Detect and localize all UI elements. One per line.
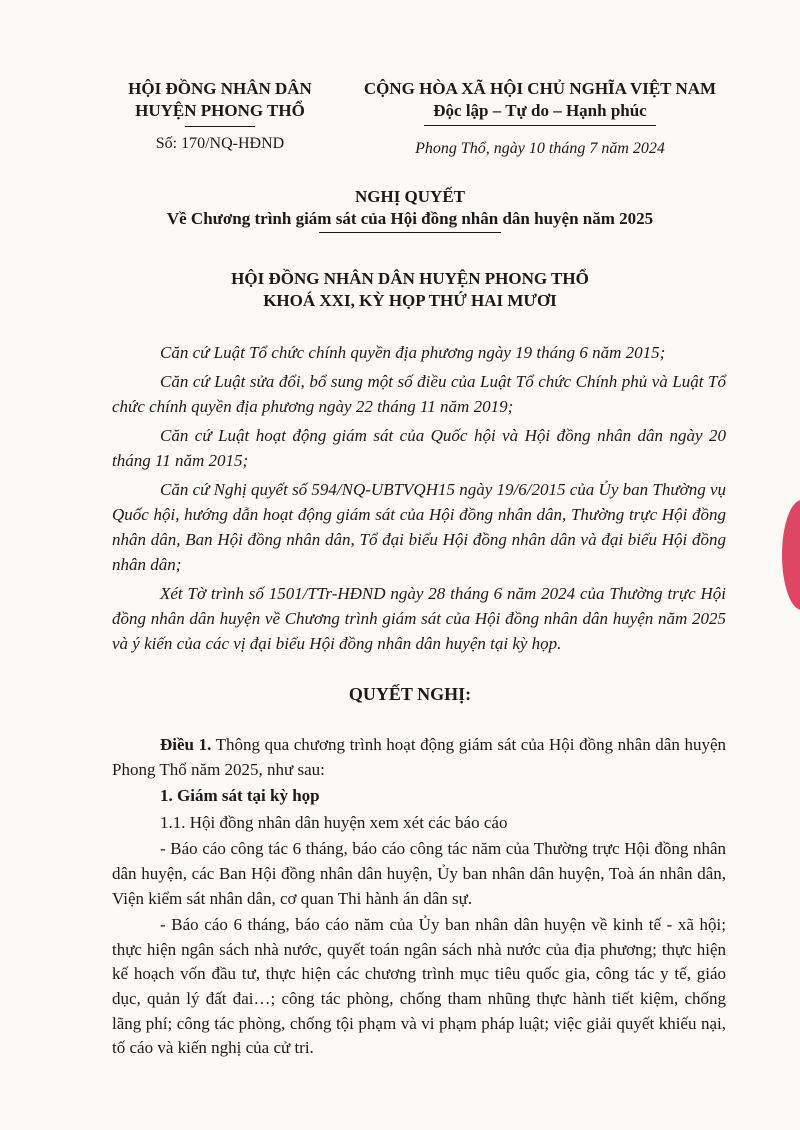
preamble [112,340,726,660]
council-heading [80,268,740,312]
title-subject: Về Chương trình giám sát của Hội đồng nhân dân huyện năm 2025 [166,209,654,228]
agency-line-2: HUYỆN PHONG THỔ [135,101,305,120]
title-underline [319,232,501,233]
motto-underline [424,125,656,126]
subsection-1-1: 1.1. Hội đồng nhân dân huyện xem xét các báo cáo [160,812,508,832]
section-1-heading: 1. Giám sát tại kỳ họp [160,786,320,806]
document-title [80,186,740,233]
document-date: Phong Thổ, ngày 10 tháng 7 năm 2024 [415,140,665,157]
preamble-item: Căn cứ Luật Tổ chức chính quyền địa phương ngày 19 tháng 6 năm 2015; [160,343,666,362]
article-1 [112,733,726,782]
preamble-item: Căn cứ Luật hoạt động giám sát của Quốc hội và Hội đồng nhân dân ngày 20 tháng 11 năm 2015; [112,426,726,470]
agency-line-1: HỘI ĐỒNG NHÂN DÂN [128,79,312,98]
preamble-item: Xét Tờ trình số 1501/TTr-HĐND ngày 28 tháng 6 năm 2024 của Thường trực Hội đồng nhân dân huyện về Chương trình giám sát của Hội đồng nhân dân huyện năm 2025 và ý kiến của các vị đại biểu Hội đồng nhân dân huyện tại kỳ họp. [112,584,726,653]
title-type: NGHỊ QUYẾT [354,187,466,206]
article-1-label: Điều 1. [160,735,212,754]
motto: Độc lập – Tự do – Hạnh phúc [433,101,647,120]
decide-heading: QUYẾT NGHỊ: [348,684,472,704]
preamble-item: Căn cứ Nghị quyết số 594/NQ-UBTVQH15 ngày 19/6/2015 của Ủy ban Thường vụ Quốc hội, hướng dẫn hoạt động giám sát của Hội đồng nhân dân, Thường trực Hội đồng nhân dân, Ban Hội đồng nhân dân, Tổ đại biểu Hội đồng nhân dân và đại biểu Hội đồng nhân dân; [112,480,726,574]
resolution-body [112,733,726,1063]
preamble-item: Căn cứ Luật sửa đổi, bổ sung một số điều của Luật Tổ chức Chính phủ và Luật Tổ chức chính quyền địa phương ngày 22 tháng 11 năm 2019; [112,372,726,416]
national-motto [340,78,740,126]
council-session: KHOÁ XXI, KỲ HỌP THỨ HAI MƯƠI [263,291,557,310]
agency-underline [185,126,255,127]
country-name: CỘNG HÒA XÃ HỘI CHỦ NGHĨA VIỆT NAM [363,79,717,98]
document-number: Số: 170/NQ-HĐND [155,135,285,152]
article-1-text: Thông qua chương trình hoạt động giám sát của Hội đồng nhân dân huyện Phong Thổ năm 2025, như sau: [112,735,726,779]
council-name: HỘI ĐỒNG NHÂN DÂN HUYỆN PHONG THỔ [231,269,589,288]
issuing-agency [100,78,340,127]
report-item: - Báo cáo 6 tháng, báo cáo năm của Ủy ban nhân dân huyện về kinh tế - xã hội; thực hiện ngân sách nhà nước, quyết toán ngân sách nhà nước của địa phương; thực hiện kế hoạch vốn đầu tư, thực hiện các chương trình mục tiêu quốc gia, công tác y tế, giáo dục, quản lý đất đai…; công tác phòng, chống tham nhũng thực hành tiết kiệm, chống lãng phí; công tác phòng, chống tội phạm và vi phạm pháp luật; việc giải quyết khiếu nại, tố cáo và kiến nghị của cử tri. [112,915,726,1058]
report-item: - Báo cáo công tác 6 tháng, báo cáo công tác năm của Thường trực Hội đồng nhân dân huyện, các Ban Hội đồng nhân dân huyện, Ủy ban nhân dân huyện, Toà án nhân dân, Viện kiểm sát nhân dân, cơ quan Thi hành án dân sự. [112,839,726,908]
red-seal-stamp [782,500,800,610]
